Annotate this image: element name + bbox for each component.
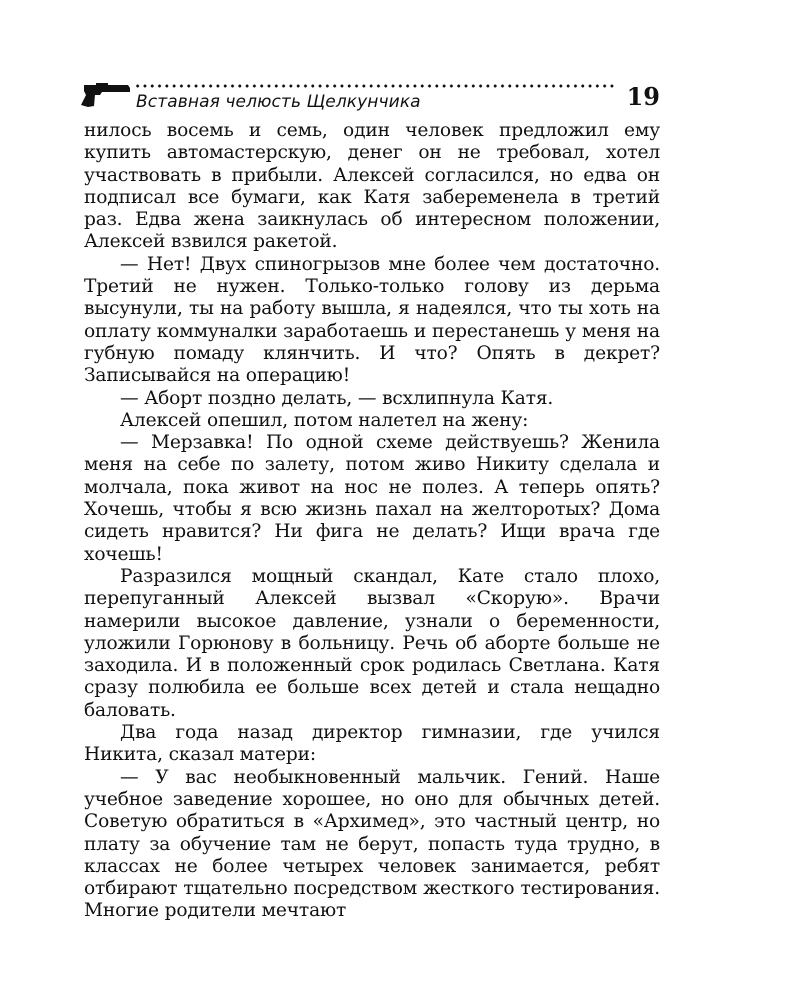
revolver-icon — [78, 82, 132, 108]
dotted-rule — [134, 84, 616, 88]
paragraph: — У вас необыкновенный мальчик. Гений. Наше учебное заведение хорошее, но оно для обычных детей. Советую обратиться в «Архимед», это частный центр, но плату за обучение там не берут, попасть туда трудно, в классах не более четырех человек занимается, ребят отбирают тщательно посредством жесткого тестирования. Многие родители мечтают — [84, 766, 660, 922]
paragraph: Алексей опешил, потом налетел на жену: — [120, 409, 529, 431]
page-number: 19 — [626, 82, 660, 111]
paragraph: — Нет! Двух спиногрызов мне более чем достаточно. Третий не нужен. Только-только голову из дерьма высунули, ты на работу вышла, я надеялся, что ты хоть на оплату коммуналки заработаешь и перестанешь у меня на губную помаду клянчить. И что? Опять в декрет? Записывайся на операцию! — [84, 253, 660, 387]
body-text — [84, 120, 660, 923]
running-title: Вставная челюсть Щелкунчика — [136, 92, 421, 112]
paragraph: Разразился мощный скандал, Кате стало плохо, перепуганный Алексей вызвал «Скорую». Врачи намерили высокое давление, узнали о беременности, уложили Горюнову в больницу. Речь об аборте больше не заходила. И в положенный срок родилась Светлана. Катя сразу полюбила ее больше всех детей и стала нещадно баловать. — [84, 565, 660, 721]
page-header — [78, 78, 660, 112]
paragraph: Два года назад директор гимназии, где учился Никита, сказал матери: — [84, 722, 660, 766]
paragraph: — Аборт поздно делать, — всхлипнула Катя. — [120, 387, 554, 409]
paragraph: нилось восемь и семь, один человек предложил ему купить автомастерскую, денег он не требовал, хотел участвовать в прибыли. Алексей согласился, но едва он подписал все бумаги, как Катя забеременела в третий раз. Едва жена заикнулась об интересном положении, Алексей взвился ракетой. — [84, 120, 660, 253]
paragraph: — Мерзавка! По одной схеме действуешь? Женила меня на себе по залету, потом живо Никиту сделала и молчала, пока живот на нос не полез. А теперь опять? Хочешь, чтобы я всю жизнь пахал на желторотых? Дома сидеть нравится? Ни фига не делать? Ищи врача где хочешь! — [84, 432, 660, 565]
